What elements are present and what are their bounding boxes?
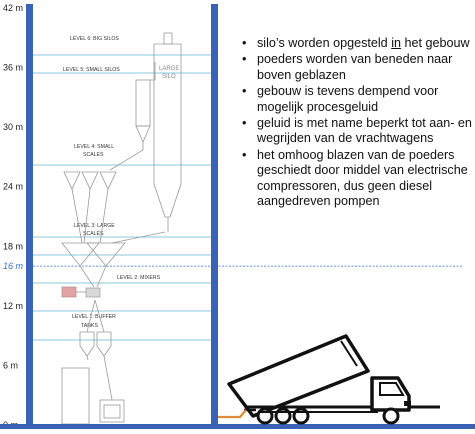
floor-lines <box>33 55 211 340</box>
label-level-3a: LEVEL 3: LARGE <box>74 223 115 229</box>
axis-label-30m: 30 m <box>3 122 24 133</box>
connection-pipe <box>218 410 246 417</box>
label-level-6: LEVEL 6: BIG SILOS <box>70 36 119 42</box>
mixer-motor <box>62 287 76 297</box>
small-silo <box>136 80 150 126</box>
small-scale-3 <box>100 172 116 189</box>
silo-label-1: LARGE <box>159 66 180 72</box>
truck-tipper-body <box>229 336 368 416</box>
axis-label-12m: 12 m <box>3 300 24 311</box>
building-wall-right <box>211 4 218 426</box>
label-level-2: LEVEL 2: MIXERS <box>117 275 161 281</box>
mixer <box>86 288 100 297</box>
axis-label-18m: 18 m <box>3 241 24 252</box>
small-scale-1 <box>64 172 80 189</box>
bullet-3: • gebouw is tevens dempend voor mogelijk procesgeluid <box>240 84 472 115</box>
label-level-4b: SCALES <box>83 152 104 158</box>
axis-label-42m: 42 m <box>3 3 24 13</box>
axis-label-36m: 36 m <box>3 62 24 73</box>
truck <box>229 336 440 423</box>
bullet-2: • poeders worden van beneden naar boven geblazen <box>240 52 472 83</box>
silo-label-2: SILO <box>162 74 176 80</box>
axis-label-24m: 24 m <box>3 181 24 192</box>
label-level-3b: SCALES <box>83 231 104 237</box>
bullet-5: • het omhoog blazen van de poeders geschiedt door middel van electrische compressoren, dus geen diesel aangedreven pompen <box>240 148 472 210</box>
label-level-1b: TANKS <box>81 323 98 329</box>
building-wall-left <box>26 4 33 426</box>
axis-label-16m: 16 m <box>3 261 24 272</box>
ground-bin <box>100 400 124 422</box>
silo-inlet <box>164 33 172 44</box>
buffer-tank-1 <box>80 332 94 356</box>
height-axis <box>3 3 23 430</box>
label-level-4a: LEVEL 4: SMALL <box>74 144 115 150</box>
wheel-front <box>384 409 398 423</box>
axis-label-6m: 6 m <box>3 360 19 371</box>
label-level-5: LEVEL 5: SMALL SILOS <box>63 67 120 73</box>
small-scale-2 <box>82 172 98 189</box>
buffer-tank-2 <box>97 332 111 356</box>
bullet-1: • silo’s worden opgesteld in het gebouw <box>240 36 472 51</box>
ground <box>0 424 475 429</box>
bullet-list <box>240 36 472 210</box>
ground-container <box>62 368 89 424</box>
label-level-1a: LEVEL 1: BUFFER <box>72 314 116 320</box>
bullet-4: • geluid is met name beperkt tot aan- en wegrijden van de vrachtwagens <box>240 116 472 147</box>
